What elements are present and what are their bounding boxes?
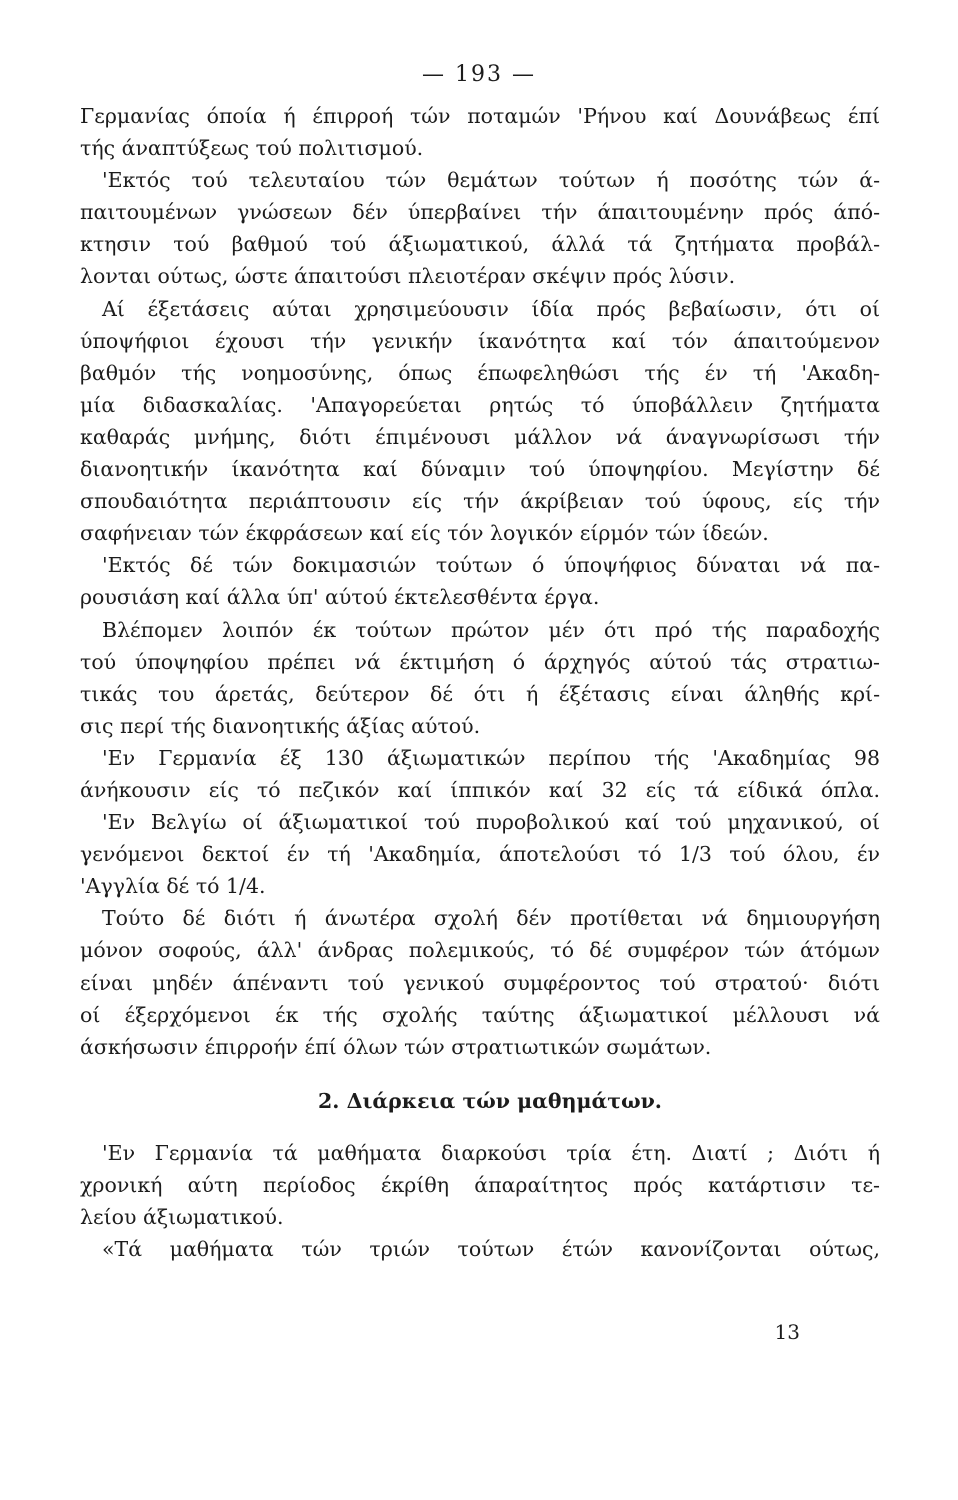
text-line: Βλέπομεν λοιπόν έκ τούτων πρώτον μέν ότι πρό τής παραδοχής <box>102 617 880 642</box>
page-number: — 193 — <box>422 62 536 87</box>
signature-mark: 13 <box>774 1320 800 1344</box>
text-line: γενόμενοι δεκτοί έν τή 'Ακαδημία, άποτελούσι τό 1/3 τού όλου, έν <box>80 842 880 867</box>
text-line: μόνον σοφούς, άλλ' άνδρας πολεμικούς, τό δέ συμφέρον τών άτόμων <box>80 938 880 963</box>
text-line: μία διδασκαλίας. 'Απαγορεύεται ρητώς τό ύποβάλλειν ζητήματα <box>80 392 880 417</box>
text-line: Τούτο δέ διότι ή άνωτέρα σχολή δέν προτίθεται νά δημιουργήση <box>102 906 880 931</box>
text-line: 'Εν Γερμανία έξ 130 άξιωματικών περίπου τής 'Ακαδημίας 98 <box>102 745 880 770</box>
text-line: λείου άξιωματικού. <box>80 1205 284 1229</box>
text-line: σαφήνειαν τών έκφράσεων καί είς τόν λογικόν είρμόν τών ίδεών. <box>80 521 769 546</box>
text-line: «Τά μαθήματα τών τριών τούτων έτών κανονίζονται ούτως, <box>102 1237 880 1262</box>
text-line: 'Εν Βελγίω οί άξιωματικοί τού πυροβολικού καί τού μηχανικού, οί <box>102 810 880 835</box>
text-line: τικάς του άρετάς, δεύτερον δέ ότι ή έξέτασις είναι άληθής κρί- <box>80 681 880 706</box>
text-line: κτησιν τού βαθμού τού άξιωματικού, άλλά τά ζητήματα προβάλ- <box>80 232 880 257</box>
text-line: άσκήσωσιν έπιρροήν έπί όλων τών στρατιωτικών σωμάτων. <box>80 1034 712 1059</box>
text-line: τής άναπτύξεως τού πολιτισμού. <box>80 136 424 161</box>
text-line: 'Αγγλία δέ τό 1/4. <box>80 874 266 899</box>
text-line: τού ύποψηφίου πρέπει νά έκτιμήση ό άρχηγός αύτού τάς στρατιω- <box>80 649 880 674</box>
text-line: 'Εν Γερμανία τά μαθήματα διαρκούσι τρία έτη. Διατί ; Διότι ή <box>102 1140 880 1165</box>
text-line: άνήκουσιν είς τό πεζικόν καί ίππικόν καί 32 είς τά είδικά όπλα. <box>80 777 880 802</box>
text-line: είναι μηδέν άπέναντι τού γενικού συμφέροντος τού στρατού· διότι <box>80 970 880 995</box>
text-line: Αί έξετάσεις αύται χρησιμεύουσιν ίδία πρός βεβαίωσιν, ότι οί <box>102 296 880 321</box>
text-line: σπουδαιότητα περιάπτουσιν είς τήν άκρίβειαν τού ύφους, είς τήν <box>80 489 880 514</box>
section-heading: 2. Διάρκεια τών μαθημάτων. <box>318 1088 662 1113</box>
text-line: διανοητικήν ίκανότητα καί δύναμιν τού ύποψηφίου. Μεγίστην δέ <box>80 457 880 482</box>
text-line: βαθμόν τής νοημοσύνης, όπως έπωφεληθώσι τής έν τή 'Ακαδη- <box>80 360 880 385</box>
text-line: οί έξερχόμενοι έκ τής σχολής ταύτης άξιωματικοί μέλλουσι νά <box>80 1002 880 1027</box>
text-line: λονται ούτως, ώστε άπαιτούσι πλειοτέραν σκέψιν πρός λύσιν. <box>80 264 736 289</box>
text-line: σις περί τής διανοητικής άξίας αύτού. <box>80 713 481 738</box>
text-line: Γερμανίας όποία ή έπιρροή τών ποταμών 'Ρήνου καί Δουνάβεως έπί <box>80 104 880 128</box>
text-line: χρονική αύτη περίοδος έκρίθη άπαραίτητος πρός κατάρτισιν τε- <box>80 1172 880 1197</box>
text-line: 'Εκτός δέ τών δοκιμασιών τούτων ό ύποψήφιος δύναται νά πα- <box>102 553 880 578</box>
text-line: καθαράς μνήμης, διότι έπιμένουσι μάλλον νά άναγνωρίσωσι τήν <box>80 424 880 449</box>
body-text <box>80 100 880 1265</box>
text-line: 'Εκτός τού τελευταίου τών θεμάτων τούτων ή ποσότης τών ά- <box>102 168 880 193</box>
text-line: ύποψήφιοι έχουσι τήν γενικήν ίκανότητα καί τόν άπαιτούμενον <box>80 328 880 353</box>
text-line: παιτουμένων γνώσεων δέν ύπερβαίνει τήν άπαιτουμένην πρός άπό- <box>80 200 880 225</box>
text-line: ρουσιάση καί άλλα ύπ' αύτού έκτελεσθέντα έργα. <box>80 585 600 610</box>
